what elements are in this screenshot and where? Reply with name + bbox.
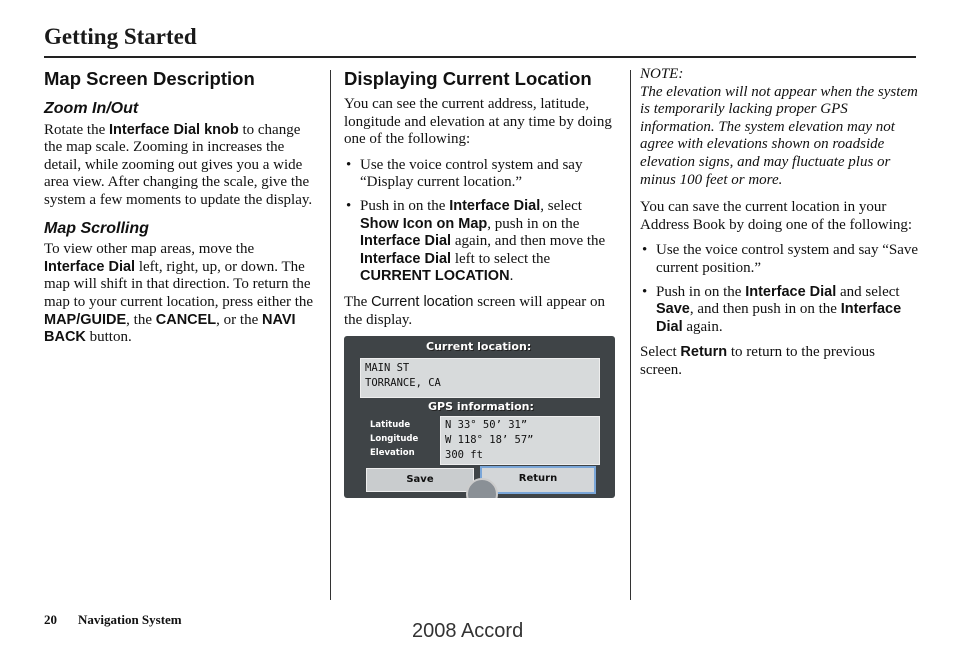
control-name: NAVI BACK: [44, 311, 296, 346]
note: [640, 66, 918, 189]
address-box: [360, 358, 600, 398]
text: To view other map areas, move the: [44, 241, 255, 258]
elevation-label: Elevation: [370, 448, 415, 458]
bullet-icon: •: [346, 156, 352, 173]
control-name: CURRENT LOCATION: [360, 268, 510, 285]
column-divider: [330, 70, 331, 600]
control-name: Interface Dial: [656, 301, 902, 335]
text: and select: [836, 283, 900, 300]
control-name: MAP/GUIDE: [44, 311, 127, 328]
bullet-item: [640, 242, 918, 277]
save-button[interactable]: Save: [366, 468, 474, 492]
bullet-icon: •: [642, 242, 648, 259]
paragraph-outro: [344, 294, 616, 329]
section-heading: Displaying Current Location: [344, 68, 592, 89]
page-header-title: Getting Started: [44, 24, 197, 49]
screen-name: Current location: [371, 293, 474, 310]
text: to return to the previous screen.: [640, 344, 876, 378]
text: , the: [126, 311, 156, 328]
control-name: Interface Dial: [360, 233, 452, 250]
bullet-item: [344, 157, 616, 192]
text: left, right, up, or down. The map will shift in that direction. To return the map to your current location, press either the: [44, 258, 314, 310]
watermark: 2008 Accord: [412, 620, 524, 642]
paragraph-save-intro: You can save the current location in your Address Book by doing one of the following:: [640, 199, 913, 233]
text: The: [344, 293, 372, 310]
section-heading: Map Screen Description: [44, 68, 255, 89]
paragraph-scroll: [44, 241, 316, 347]
paragraph-select-return: [640, 344, 918, 379]
paragraph-intro: You can see the current address, latitude, longitude and elevation at any time by doing one of the following:: [344, 96, 612, 148]
text: , select: [540, 197, 582, 214]
text: screen will appear on the display.: [344, 293, 606, 328]
subsection-heading: Map Scrolling: [44, 219, 149, 237]
note-text: The elevation will not appear when the system is temporarily lacking proper GPS information. The system elevation may not agree with elevations shown on roadside elevation signs, and may fluctuate plus or minus 100 feet or more.: [640, 83, 918, 188]
control-name: Interface Dial: [449, 197, 541, 214]
longitude-value: W 118° 18’ 57”: [445, 434, 534, 446]
page-number: 20: [44, 612, 57, 627]
latitude-label: Latitude: [370, 420, 411, 430]
text: , and then push in on the: [689, 301, 841, 318]
address-line: TORRANCE, CA: [365, 377, 441, 389]
text: , push in on the: [487, 215, 580, 232]
latitude-value: N 33° 50’ 31”: [445, 419, 528, 431]
text: again.: [682, 318, 723, 335]
bullet-icon: •: [346, 197, 352, 214]
control-name: Return: [680, 344, 728, 361]
control-name: CANCEL: [155, 311, 217, 328]
address-line: MAIN ST: [365, 362, 410, 374]
text: Use the voice control system and say “Save current position.”: [656, 242, 919, 276]
footer-label: Navigation System: [78, 612, 182, 627]
text: Rotate the: [44, 121, 109, 138]
text: Use the voice control system and say “Display current location.”: [360, 156, 583, 191]
column-note: [640, 66, 918, 388]
control-name: Show Icon on Map: [360, 215, 488, 232]
bullet-icon: •: [642, 283, 648, 300]
note-label: NOTE:: [640, 66, 684, 82]
text: Select: [640, 344, 681, 361]
column-divider: [630, 70, 631, 600]
text: to change the map scale. Zooming in increases the detail, while zooming out gives you a wide area view. After changing the scale, give the system a few moments to update the display.: [44, 121, 313, 208]
text: Push in on the: [656, 283, 746, 300]
control-name: Interface Dial: [44, 258, 136, 275]
current-location-title: Current location:: [426, 340, 532, 353]
subsection-heading: Zoom In/Out: [44, 100, 139, 117]
text: , or the: [216, 311, 262, 328]
gps-values-box: [440, 416, 600, 465]
text: again, and then move the: [451, 233, 606, 250]
control-name: Interface Dial: [745, 283, 837, 300]
bullet-item: [344, 198, 616, 286]
control-name: Interface Dial knob: [108, 121, 239, 138]
elevation-value: 300 ft: [445, 449, 483, 461]
text: button.: [85, 329, 132, 346]
bullet-item: [640, 284, 918, 337]
header-rule: [44, 56, 916, 58]
control-name: Interface Dial: [360, 250, 452, 267]
text: .: [509, 268, 514, 285]
text: Push in on the: [360, 197, 450, 214]
gps-info-title: GPS information:: [428, 400, 534, 413]
longitude-label: Longitude: [370, 434, 419, 444]
column-map-screen: [44, 66, 316, 355]
text: left to select the: [451, 250, 551, 267]
return-button[interactable]: Return: [480, 466, 596, 494]
current-location-screen: [344, 336, 615, 498]
paragraph-zoom: [44, 122, 316, 210]
column-current-location: [344, 66, 616, 337]
control-name: Save: [656, 301, 690, 318]
